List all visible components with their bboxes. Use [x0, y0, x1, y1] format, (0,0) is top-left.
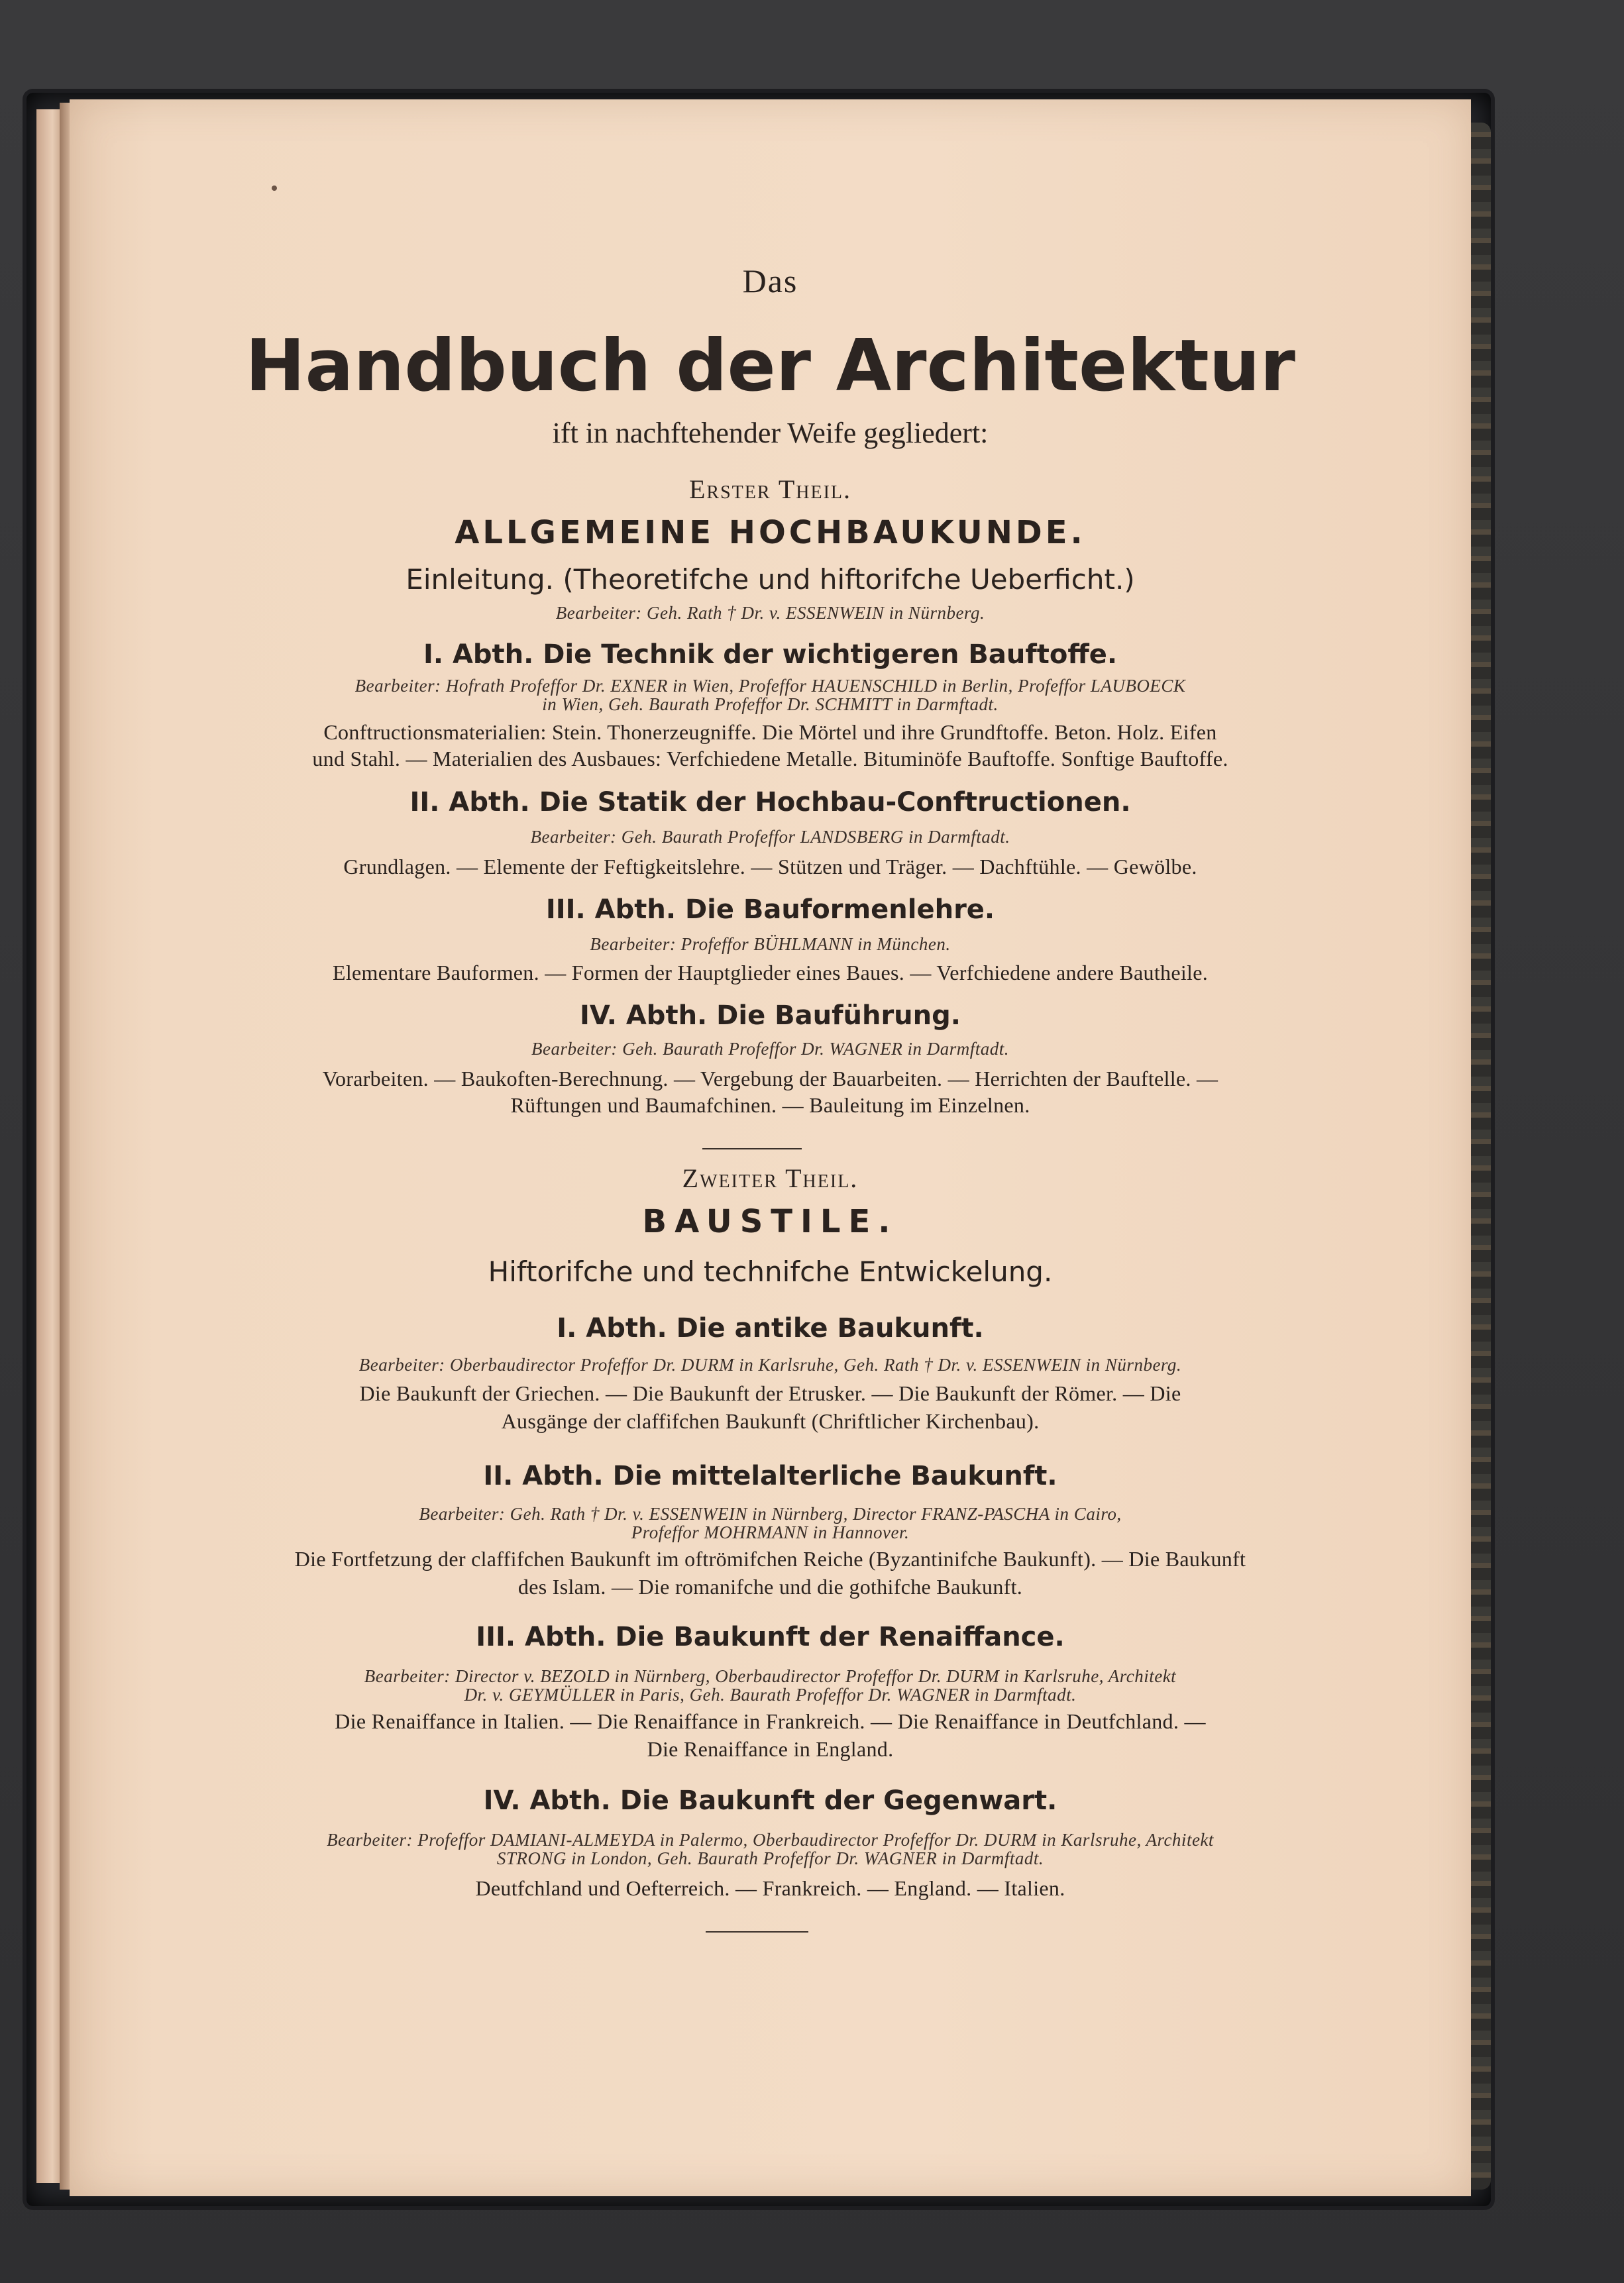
- part1-section1-body-2: und Stahl. — Materialien des Ausbaues: Verfchiedene Metalle. Bituminöfe Bauftoffe. Sonftige Bauftoffe.: [312, 747, 1228, 770]
- part1-section1-bearbeiter-2: in Wien, Geh. Baurath Profeffor Dr. SCHMITT in Darmftadt.: [542, 694, 999, 714]
- page-title: Handbuch der Architektur: [245, 325, 1295, 407]
- part1-title: ALLGEMEINE HOCHBAUKUNDE.: [455, 514, 1086, 551]
- paper-speck: [272, 186, 277, 191]
- title-das: Das: [742, 262, 798, 299]
- part1-section4-heading: IV. Abth. Die Bauführung.: [580, 1000, 961, 1031]
- part2-section2-body-2: des Islam. — Die romanifche und die gothifche Baukunft.: [517, 1575, 1023, 1599]
- part2-section3-bearbeiter-1: Bearbeiter: Director v. BEZOLD in Nürnberg, Oberbaudirector Profeffor Dr. DURM in Karlsruhe, Architekt: [364, 1666, 1177, 1686]
- part2-section3-bearbeiter-2: Dr. v. GEYMÜLLER in Paris, Geh. Baurath Profeffor Dr. WAGNER in Darmftadt.: [464, 1685, 1077, 1705]
- part2-subtitle: Hiftorifche und technifche Entwickelung.: [488, 1255, 1053, 1288]
- part2-section3-body-2: Die Renaiffance in England.: [647, 1737, 894, 1761]
- part2-section1-body-1: Die Baukunft der Griechen. — Die Baukunft der Etrusker. — Die Baukunft der Römer. — Die: [359, 1381, 1181, 1405]
- part1-section3-body: Elementare Bauformen. — Formen der Hauptglieder eines Baues. — Verfchiedene andere Bautheile.: [332, 961, 1209, 984]
- page-content: [70, 99, 1471, 2196]
- part1-intro-bearbeiter: Bearbeiter: Geh. Rath † Dr. v. ESSENWEIN in Nürnberg.: [555, 603, 985, 623]
- part2-section2-bearbeiter-1: Bearbeiter: Geh. Rath † Dr. v. ESSENWEIN in Nürnberg, Director FRANZ-PASCHA in Cairo,: [419, 1504, 1122, 1524]
- part1-section4-body-1: Vorarbeiten. — Baukoften-Berechnung. — Vergebung der Bauarbeiten. — Herrichten der Bauftelle. —: [322, 1067, 1218, 1090]
- part1-section1-body-1: Conftructionsmaterialien: Stein. Thonerzeugniffe. Die Mörtel und ihre Grundftoffe. Beton. Holz. Eifen: [323, 720, 1217, 744]
- part1-section2-heading: II. Abth. Die Statik der Hochbau-Conftructionen.: [409, 787, 1131, 818]
- part1-section3-heading: III. Abth. Die Bauformenlehre.: [545, 894, 995, 925]
- left-page-edge: [36, 109, 63, 2183]
- part2-section1-bearbeiter: Bearbeiter: Oberbaudirector Profeffor Dr. DURM in Karlsruhe, Geh. Rath † Dr. v. ESSENWEIN in Nürnberg.: [358, 1355, 1182, 1375]
- part2-section3-body-1: Die Renaiffance in Italien. — Die Renaiffance in Frankreich. — Die Renaiffance in Deutfchland. —: [335, 1709, 1206, 1733]
- part2-section2-heading: II. Abth. Die mittelalterliche Baukunft.: [483, 1461, 1057, 1491]
- part2-title: BAUSTILE.: [642, 1203, 898, 1240]
- page-subtitle: ift in nachftehender Weife gegliedert:: [552, 417, 989, 449]
- part2-section2-body-1: Die Fortfetzung der claffifchen Baukunft im oftrömifchen Reiche (Byzantinifche Baukunft). — Die Baukunft: [294, 1547, 1246, 1571]
- part1-section4-bearbeiter: Bearbeiter: Geh. Baurath Profeffor Dr. WAGNER in Darmftadt.: [531, 1039, 1010, 1059]
- part1-intro-heading: Einleitung. (Theoretifche und hiftorifche Ueberficht.): [406, 563, 1135, 596]
- book-page: [70, 99, 1471, 2196]
- part1-label: Erster Theil.: [688, 474, 852, 504]
- part2-section4-bearbeiter-2: STRONG in London, Geh. Baurath Profeffor Dr. WAGNER in Darmftadt.: [496, 1848, 1044, 1868]
- part1-section3-bearbeiter: Bearbeiter: Profeffor BÜHLMANN in München.: [590, 934, 951, 954]
- part2-section3-heading: III. Abth. Die Baukunft der Renaiffance.: [476, 1622, 1065, 1652]
- part2-section4-body: Deutfchland und Oefterreich. — Frankreich. — England. — Italien.: [475, 1876, 1065, 1900]
- part1-section2-bearbeiter: Bearbeiter: Geh. Baurath Profeffor LANDSBERG in Darmftadt.: [530, 827, 1010, 847]
- section-divider: [702, 1148, 802, 1149]
- part2-label: Zweiter Theil.: [682, 1163, 859, 1193]
- part1-section1-bearbeiter-1: Bearbeiter: Hofrath Profeffor Dr. EXNER in Wien, Profeffor HAUENSCHILD in Berlin, Profeffor LAUBOECK: [354, 676, 1186, 696]
- part2-section2-bearbeiter-2: Profeffor MOHRMANN in Hannover.: [631, 1522, 910, 1542]
- part1-section2-body: Grundlagen. — Elemente der Feftigkeitslehre. — Stützen und Träger. — Dachftühle. — Gewölbe.: [343, 855, 1197, 878]
- part2-section4-heading: IV. Abth. Die Baukunft der Gegenwart.: [483, 1785, 1057, 1816]
- part2-section1-heading: I. Abth. Die antike Baukunft.: [557, 1313, 984, 1344]
- part1-section1-heading: I. Abth. Die Technik der wichtigeren Bauftoffe.: [423, 639, 1118, 670]
- end-divider: [706, 1931, 808, 1933]
- part1-section4-body-2: Rüftungen und Baumafchinen. — Bauleitung im Einzelnen.: [510, 1093, 1030, 1117]
- part2-section4-bearbeiter-1: Bearbeiter: Profeffor DAMIANI-ALMEYDA in Palermo, Oberbaudirector Profeffor Dr. DURM in Karlsruhe, Architekt: [327, 1830, 1214, 1850]
- part2-section1-body-2: Ausgänge der claffifchen Baukunft (Chriftlicher Kirchenbau).: [501, 1409, 1040, 1433]
